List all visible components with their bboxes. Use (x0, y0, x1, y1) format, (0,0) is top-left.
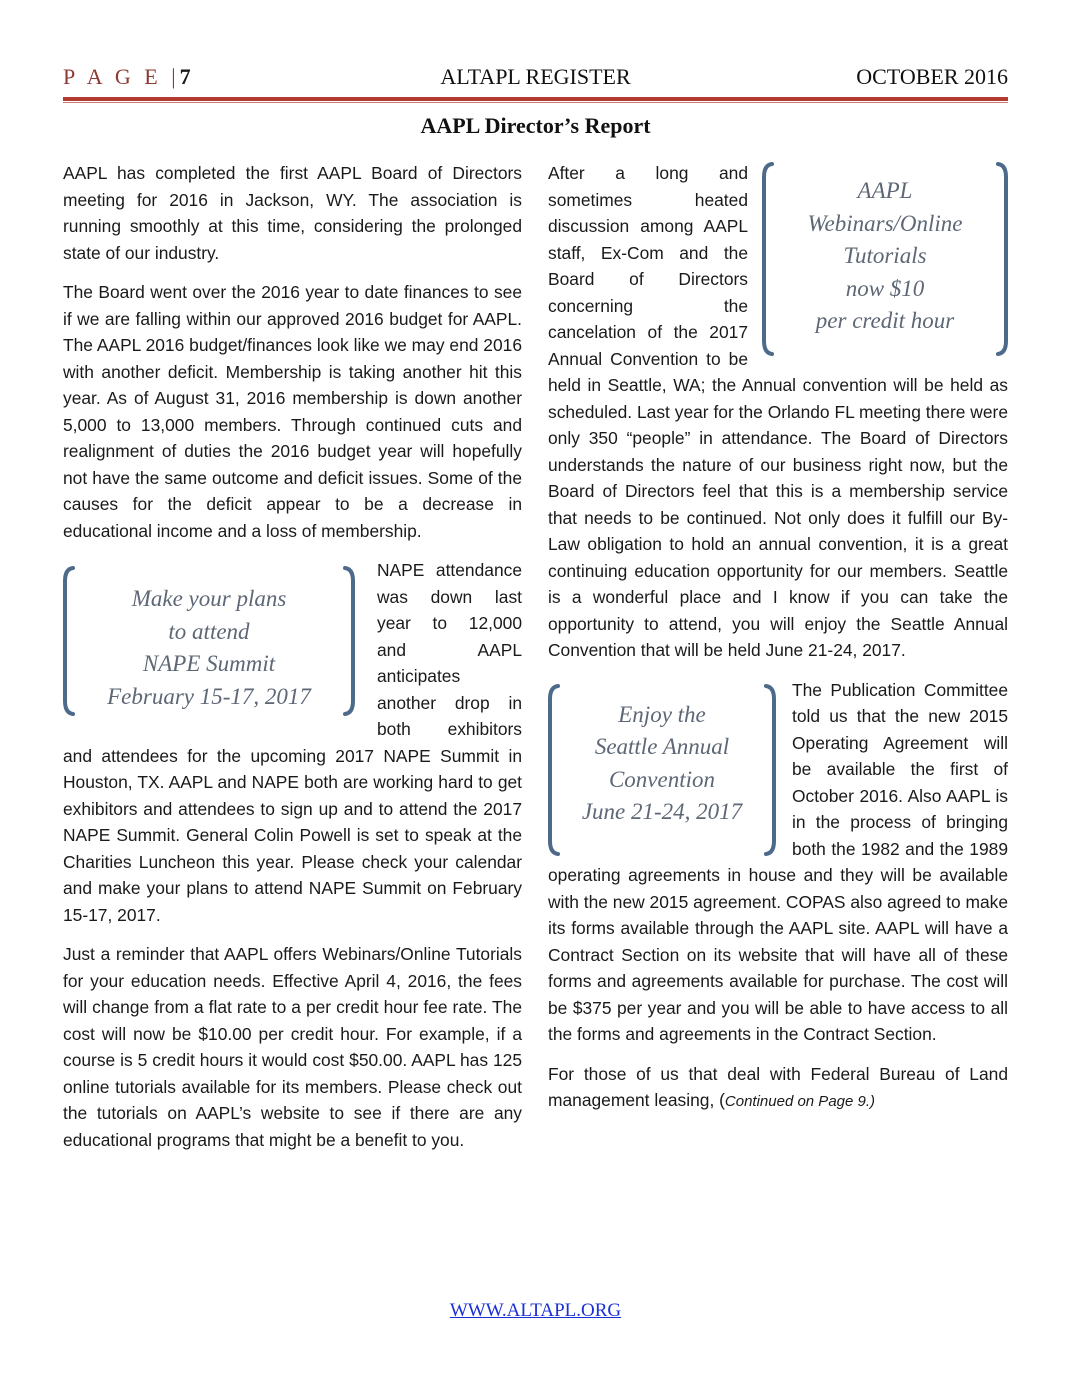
pull-quote-seattle (548, 685, 776, 855)
page-footer (0, 1300, 1071, 1322)
pull-quote-line: February 15-17, 2017 (107, 683, 311, 709)
header-rule-thin (63, 102, 1008, 103)
right-paragraph-1: After a long and sometimes heated discussion among AAPL staff, Ex-Com and the Board of Directors concerning the cancelation of the 2017 Annual Convention to be held in Seattle, WA; the Annual convention will be held as scheduled. Last year for the Orlando FL meeting there were only 350 “people” in attendance. The Board of Directors understands the nature of our business right now, but the Board of Directors feel that this is a membership service that needs to be continued. Not only does it fulfill our By-Law obligation to hold an annual convention, it is a great continuing education opportunity for our members. Seattle is a wonderful place and I know if you can take the opportunity to attend, you will enjoy the Seattle Annual Convention that will be held June 21-24, 2017. (548, 163, 1008, 660)
right-bracket-icon (764, 685, 776, 855)
left-paragraph-1: AAPL has completed the first AAPL Board of Directors meeting for 2016 in Jackson, WY. The association is running smoothly at this time, considering the prolonged state of our industry. (63, 163, 522, 263)
publication-title: ALTAPL REGISTER (440, 64, 631, 89)
pull-quote-line: Tutorials (843, 243, 927, 268)
pull-quote-line: to attend (168, 618, 250, 644)
pull-quote-line: per credit hour (815, 308, 955, 333)
article-title: AAPL Director’s Report (420, 113, 651, 138)
pull-quote-text (566, 699, 758, 829)
page-number: 7 (179, 64, 191, 89)
left-paragraph-3: NAPE attendance was down last year to 12,000 and AAPL anticipates another drop in both exhibitors and attendees for the upcoming 2017 NAPE Summit in Houston, TX. AAPL and NAPE both are working hard to get exhibitors and attendees to sign up and to attend the 2017 NAPE Summit. General Colin Powell is set to speak at the Charities Luncheon this year. Please check your calendar and make your plans to attend NAPE Summit on February 15-17, 2017. (63, 560, 522, 925)
right-paragraph-2: The Publication Committee told us that the new 2015 Operating Agreement will be available the first of October 2016. Also AAPL is in the process of bringing both the 1982 and the 1989 operating agreements in house and they will be available with the new 2015 agreement. COPAS also agreed to make its forms available through the AAPL site. AAPL will have a Contract Section on its website that will have all of these forms and agreements available for purchase. The cost will be $375 per year and you will be able to have access to all the forms and agreements in the Contract Section. (548, 679, 1008, 1044)
left-paragraph-2: The Board went over the 2016 year to date finances to see if we are falling within our approved 2016 budget for AAPL. The AAPL 2016 budget/finances look like we may end 2016 with another deficit. Membership is taking another hit this year. As of August 31, 2016 membership is down another 5,000 to 13,000 members. Through continued cuts and realignment of duties the 2016 budget year will hopefully not have the same outcome and deficit issues. Some of the causes for the deficit appear to be a decrease in educational income and a loss of membership. (63, 282, 522, 541)
header-rule (63, 97, 1008, 101)
left-paragraph-4: Just a reminder that AAPL offers Webinars/Online Tutorials for your education needs. Effective April 4, 2016, the fees will change from a flat rate to a per credit hour fee rate. The cost will now be $10.00 per credit hour. For example, if a course is 5 credit hours it would cost $50.00. AAPL has 125 online tutorials available for its members. Please check out the tutorials on AAPL’s website to see if there are any educational programs that might be a benefit to you. (63, 944, 522, 1150)
pull-quote-nape (63, 567, 355, 715)
pull-quote-line: Enjoy the (618, 701, 706, 727)
issue-date: OCTOBER 2016 (856, 64, 1008, 89)
left-bracket-icon (63, 567, 75, 715)
pull-quote-text (784, 175, 986, 338)
website-link[interactable]: WWW.ALTAPL.ORG (449, 1300, 622, 1321)
page-header (63, 60, 1008, 96)
pull-quote-line: June 21-24, 2017 (581, 799, 743, 824)
pull-quote-webinar (762, 163, 1008, 355)
right-paragraph-3 (548, 1061, 1008, 1116)
continued-note: Continued on Page 9.) (724, 1093, 876, 1110)
right-bracket-icon (996, 163, 1008, 355)
pull-quote-line: Seattle Annual (594, 734, 730, 759)
page-label: P A G E (63, 64, 162, 89)
pull-quote-line: Convention (608, 766, 716, 792)
pull-quote-line: Webinars/Online (807, 210, 963, 236)
left-bracket-icon (548, 685, 560, 855)
right-bracket-icon (343, 567, 355, 715)
pull-quote-line: Make your plans (131, 586, 287, 611)
pull-quote-line: NAPE Summit (142, 651, 276, 676)
pull-quote-line: AAPL (857, 178, 913, 203)
left-column (63, 160, 522, 1166)
page-separator: | (171, 64, 180, 89)
pull-quote-text (83, 583, 335, 713)
left-bracket-icon (762, 163, 774, 355)
continued-text: For those of us that deal with Federal Bureau of Land management leasing, ( (548, 1063, 1008, 1110)
right-column (548, 160, 1008, 1129)
pull-quote-line: now $10 (845, 275, 925, 301)
